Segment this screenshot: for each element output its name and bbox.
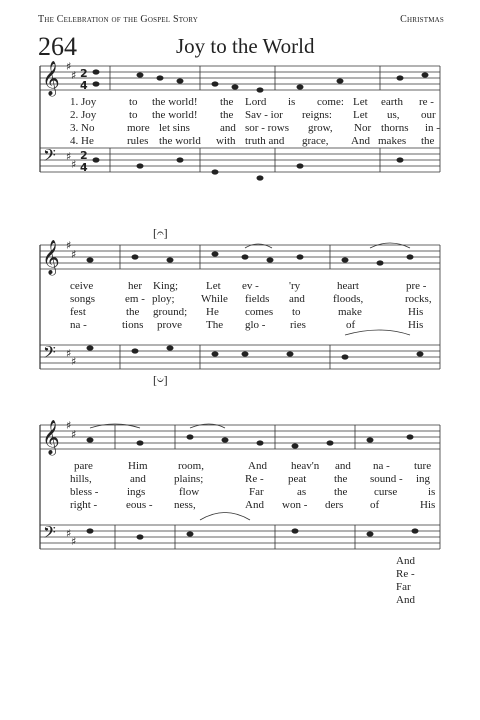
lyric-syllable: rocks, bbox=[405, 293, 432, 305]
lyric-syllable: earth bbox=[381, 96, 403, 108]
running-header-right: Christmas bbox=[400, 14, 444, 25]
lyric-syllable: 'ry bbox=[289, 280, 301, 292]
lyric-syllable: as bbox=[297, 486, 307, 498]
lyric-syllable: em - bbox=[125, 293, 145, 305]
lyric-syllable: the world! bbox=[152, 96, 198, 108]
lyric-syllable: is bbox=[428, 486, 436, 498]
svg-text:2: 2 bbox=[80, 67, 88, 80]
lyric-syllable: Let bbox=[206, 280, 221, 292]
verse-lyrics-system-1 bbox=[70, 96, 450, 148]
svg-text:♯: ♯ bbox=[71, 428, 77, 441]
lyric-syllable: 2. Joy bbox=[70, 109, 97, 121]
svg-text:♯: ♯ bbox=[66, 527, 72, 540]
lyric-syllable: 1. Joy bbox=[70, 96, 97, 108]
lyric-syllable: eous - bbox=[126, 499, 153, 511]
lyric-syllable: the world! bbox=[152, 109, 198, 121]
lyric-syllable: in - bbox=[425, 122, 440, 134]
fermata-bracket-bottom: [𝄑] bbox=[153, 373, 168, 387]
lyric-syllable: pre - bbox=[406, 280, 427, 292]
svg-text:♯: ♯ bbox=[71, 69, 77, 82]
lyric-syllable: to bbox=[292, 306, 301, 318]
svg-text:4: 4 bbox=[80, 161, 88, 174]
verse-line-1 bbox=[70, 96, 450, 109]
lyric-syllable: the world bbox=[159, 135, 201, 147]
lyric-syllable: pare bbox=[74, 460, 93, 472]
lyric-syllable: grace, bbox=[302, 135, 329, 147]
lyric-syllable: ev - bbox=[242, 280, 259, 292]
svg-text:♯: ♯ bbox=[66, 419, 72, 432]
lyric-syllable: heart bbox=[337, 280, 359, 292]
lyric-syllable: ders bbox=[325, 499, 344, 511]
lyric-syllable: His bbox=[408, 319, 424, 331]
continuation-line-4: And bbox=[396, 594, 415, 606]
svg-text:2: 2 bbox=[80, 149, 88, 162]
lyric-syllable: flow bbox=[179, 486, 200, 498]
lyric-syllable: ploy; bbox=[152, 293, 175, 305]
verse-lyrics-system-2 bbox=[70, 280, 450, 332]
lyric-syllable: He bbox=[206, 306, 219, 318]
lyric-syllable: and bbox=[220, 122, 236, 134]
lyric-syllable: His bbox=[408, 306, 424, 318]
lyric-syllable: our bbox=[421, 109, 436, 121]
lyric-syllable: Far bbox=[249, 486, 264, 498]
treble-clef-icon: 𝄞 bbox=[42, 240, 60, 275]
lyric-syllable: the bbox=[334, 473, 348, 485]
lyric-syllable: won - bbox=[282, 499, 308, 511]
lyric-syllable: ceive bbox=[70, 280, 94, 292]
lyric-syllable: sor - rows bbox=[245, 122, 289, 134]
lyric-syllable: heav'n bbox=[291, 460, 320, 472]
treble-clef-icon: 𝄞 bbox=[42, 61, 60, 96]
lyric-syllable: thorns bbox=[381, 122, 409, 134]
lyric-syllable: songs bbox=[70, 293, 96, 305]
lyric-syllable: fest bbox=[70, 306, 86, 318]
verse-line-2 bbox=[70, 109, 450, 122]
lyric-syllable: hills, bbox=[70, 473, 92, 485]
staff-bass-3 bbox=[40, 525, 440, 549]
lyric-syllable: ground; bbox=[153, 306, 188, 318]
svg-text:♯: ♯ bbox=[66, 150, 72, 163]
svg-text:♯: ♯ bbox=[66, 347, 72, 360]
lyric-syllable: fields bbox=[245, 293, 270, 305]
verse-line-1 bbox=[70, 280, 450, 293]
continuation-line-2: Re - bbox=[396, 568, 415, 580]
lyric-syllable: right - bbox=[70, 499, 98, 511]
svg-text:♯: ♯ bbox=[71, 535, 77, 548]
lyric-syllable: His bbox=[420, 499, 436, 511]
lyric-syllable: peat bbox=[288, 473, 307, 485]
lyric-syllable: with bbox=[216, 135, 236, 147]
verse-line-2 bbox=[70, 473, 450, 486]
lyric-syllable: room, bbox=[178, 460, 204, 472]
continuation-line-3: Far bbox=[396, 581, 411, 593]
lyric-syllable: na - bbox=[70, 319, 87, 331]
lyric-syllable: and bbox=[335, 460, 351, 472]
lyric-syllable: The bbox=[206, 319, 224, 331]
lyric-syllable: grow, bbox=[308, 122, 333, 134]
svg-text:♯: ♯ bbox=[71, 248, 77, 261]
lyric-syllable: Let bbox=[353, 109, 368, 121]
svg-text:♯: ♯ bbox=[66, 60, 72, 73]
lyric-syllable: prove bbox=[157, 319, 183, 331]
lyric-syllable: ing bbox=[416, 473, 431, 485]
lyric-syllable: let sins bbox=[159, 122, 190, 134]
lyric-syllable: glo - bbox=[245, 319, 266, 331]
svg-text:♯: ♯ bbox=[71, 355, 77, 368]
lyric-syllable: ness, bbox=[174, 499, 196, 511]
lyric-syllable: And bbox=[248, 460, 267, 472]
lyric-syllable: ture bbox=[414, 460, 432, 472]
bass-clef-icon: 𝄢 bbox=[43, 522, 56, 546]
lyric-syllable: of bbox=[346, 319, 356, 331]
hymn-number: 264 bbox=[38, 32, 77, 61]
verse-line-2 bbox=[70, 293, 450, 306]
lyric-syllable: ings bbox=[127, 486, 146, 498]
verse-line-3 bbox=[70, 122, 450, 135]
lyric-syllable: 3. No bbox=[70, 122, 95, 134]
lyric-syllable: And bbox=[245, 499, 264, 511]
lyric-syllable: Nor bbox=[354, 122, 372, 134]
lyric-syllable: na - bbox=[373, 460, 390, 472]
continuation-lyrics bbox=[396, 555, 415, 607]
verse-lyrics-system-3 bbox=[70, 460, 450, 512]
lyric-syllable: While bbox=[201, 293, 228, 305]
fermata-bracket-top: [𝄐] bbox=[153, 226, 168, 240]
running-header-left: The Celebration of the Gospel Story bbox=[38, 14, 199, 25]
lyric-syllable: Him bbox=[128, 460, 148, 472]
lyric-syllable: tions bbox=[122, 319, 144, 331]
lyric-syllable: truth and bbox=[245, 135, 285, 147]
lyric-syllable: sound - bbox=[370, 473, 403, 485]
lyric-syllable: re - bbox=[419, 96, 434, 108]
lyric-syllable: comes bbox=[245, 306, 274, 318]
continuation-line-1: And bbox=[396, 555, 415, 567]
lyric-syllable: to bbox=[129, 109, 138, 121]
lyric-syllable: ries bbox=[290, 319, 306, 331]
lyric-syllable: and bbox=[289, 293, 305, 305]
lyric-syllable: make bbox=[338, 306, 362, 318]
lyric-syllable: her bbox=[128, 280, 143, 292]
lyric-syllable: come: bbox=[317, 96, 344, 108]
hymn-title: Joy to the World bbox=[176, 34, 315, 58]
staff-bass-2 bbox=[40, 345, 440, 369]
treble-clef-icon: 𝄞 bbox=[42, 420, 60, 455]
bass-clef-icon: 𝄢 bbox=[43, 145, 56, 169]
lyric-syllable: is bbox=[288, 96, 296, 108]
lyric-syllable: and bbox=[130, 473, 146, 485]
lyric-syllable: the bbox=[334, 486, 348, 498]
lyric-syllable: the bbox=[126, 306, 140, 318]
lyric-syllable: Lord bbox=[245, 96, 267, 108]
lyric-syllable: plains; bbox=[174, 473, 204, 485]
lyric-syllable: Let bbox=[353, 96, 368, 108]
lyric-syllable: of bbox=[370, 499, 380, 511]
svg-text:♯: ♯ bbox=[66, 239, 72, 252]
lyric-syllable: to bbox=[129, 96, 138, 108]
lyric-syllable: floods, bbox=[333, 293, 364, 305]
lyric-syllable: rules bbox=[127, 135, 149, 147]
verse-line-4 bbox=[70, 499, 450, 512]
verse-line-4 bbox=[70, 319, 450, 332]
lyric-syllable: more bbox=[127, 122, 150, 134]
lyric-syllable: makes bbox=[378, 135, 407, 147]
lyric-syllable: Re - bbox=[245, 473, 264, 485]
lyric-syllable: 4. He bbox=[70, 135, 94, 147]
lyric-syllable: And bbox=[351, 135, 370, 147]
verse-line-4 bbox=[70, 135, 450, 148]
lyric-syllable: bless - bbox=[70, 486, 99, 498]
lyric-syllable: Sav - ior bbox=[245, 109, 283, 121]
lyric-syllable: King; bbox=[153, 280, 179, 292]
lyric-syllable: us, bbox=[387, 109, 400, 121]
staff-treble-3 bbox=[40, 425, 440, 449]
verse-line-1 bbox=[70, 460, 450, 473]
verse-line-3 bbox=[70, 306, 450, 319]
verse-line-3 bbox=[70, 486, 450, 499]
lyric-syllable: the bbox=[220, 109, 234, 121]
svg-text:♯: ♯ bbox=[71, 158, 77, 171]
bass-clef-icon: 𝄢 bbox=[43, 342, 56, 366]
svg-text:4: 4 bbox=[80, 79, 88, 92]
lyric-syllable: reigns: bbox=[302, 109, 332, 121]
lyric-syllable: the bbox=[220, 96, 234, 108]
lyric-syllable: the bbox=[421, 135, 435, 147]
lyric-syllable: curse bbox=[374, 486, 398, 498]
